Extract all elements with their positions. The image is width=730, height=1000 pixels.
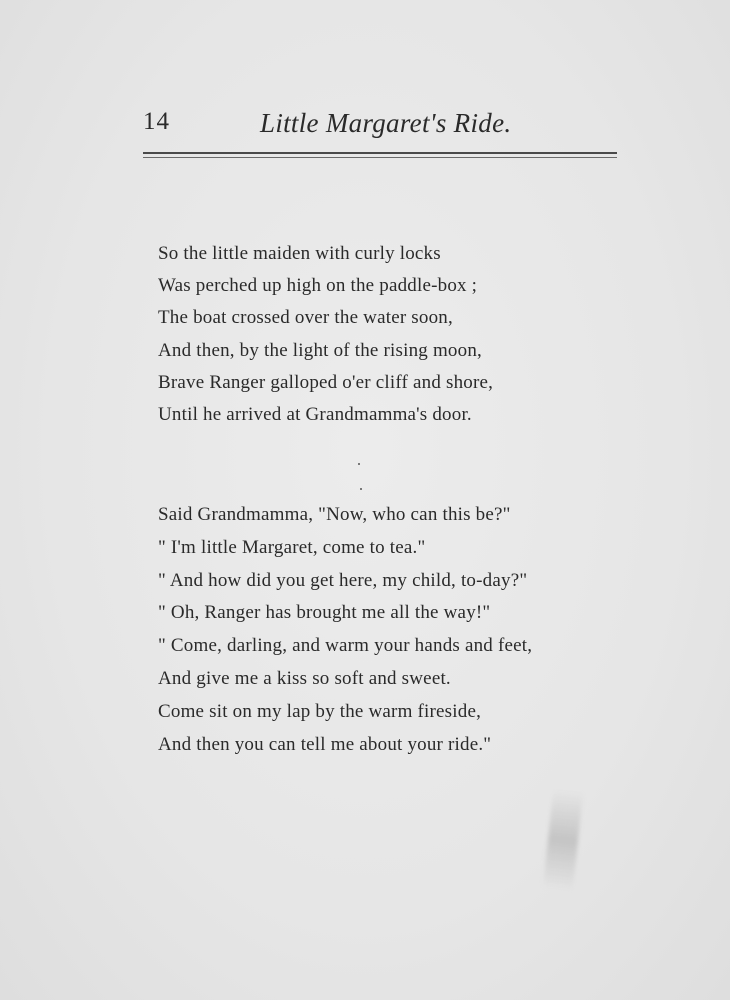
verse-line: " I'm little Margaret, come to tea." xyxy=(158,536,426,558)
verse-line: " And how did you get here, my child, to-day?" xyxy=(158,569,528,591)
stanza-2 xyxy=(158,499,532,761)
verse-line: And then, by the light of the rising moon, xyxy=(158,339,482,361)
paper-smudge xyxy=(543,789,583,892)
page-number: 14 xyxy=(143,108,170,135)
verse-line: So the little maiden with curly locks xyxy=(158,243,441,264)
verse-line: The boat crossed over the water soon, xyxy=(158,307,453,329)
verse-line: And then you can tell me about your ride." xyxy=(158,733,492,755)
verse-line: Brave Ranger galloped o'er cliff and shore, xyxy=(158,371,494,393)
verse-line: And give me a kiss so soft and sweet. xyxy=(158,667,451,689)
stanza-separator-dot xyxy=(360,488,362,490)
running-title: Little Margaret's Ride. xyxy=(260,108,512,138)
stanza-separator-dot xyxy=(358,463,360,465)
verse-line: " Oh, Ranger has brought me all the way!" xyxy=(158,602,491,624)
header-rule-bottom xyxy=(143,157,617,158)
header-rule-top xyxy=(143,152,617,154)
verse-line: " Come, darling, and warm your hands and feet, xyxy=(158,635,533,657)
verse-line: Come sit on my lap by the warm fireside, xyxy=(158,700,482,722)
stanza-1 xyxy=(158,238,493,431)
verse-line: Until he arrived at Grandmamma's door. xyxy=(158,403,472,425)
verse-line: Was perched up high on the paddle-box ; xyxy=(158,275,478,297)
verse-line: Said Grandmamma, "Now, who can this be?" xyxy=(158,504,511,525)
